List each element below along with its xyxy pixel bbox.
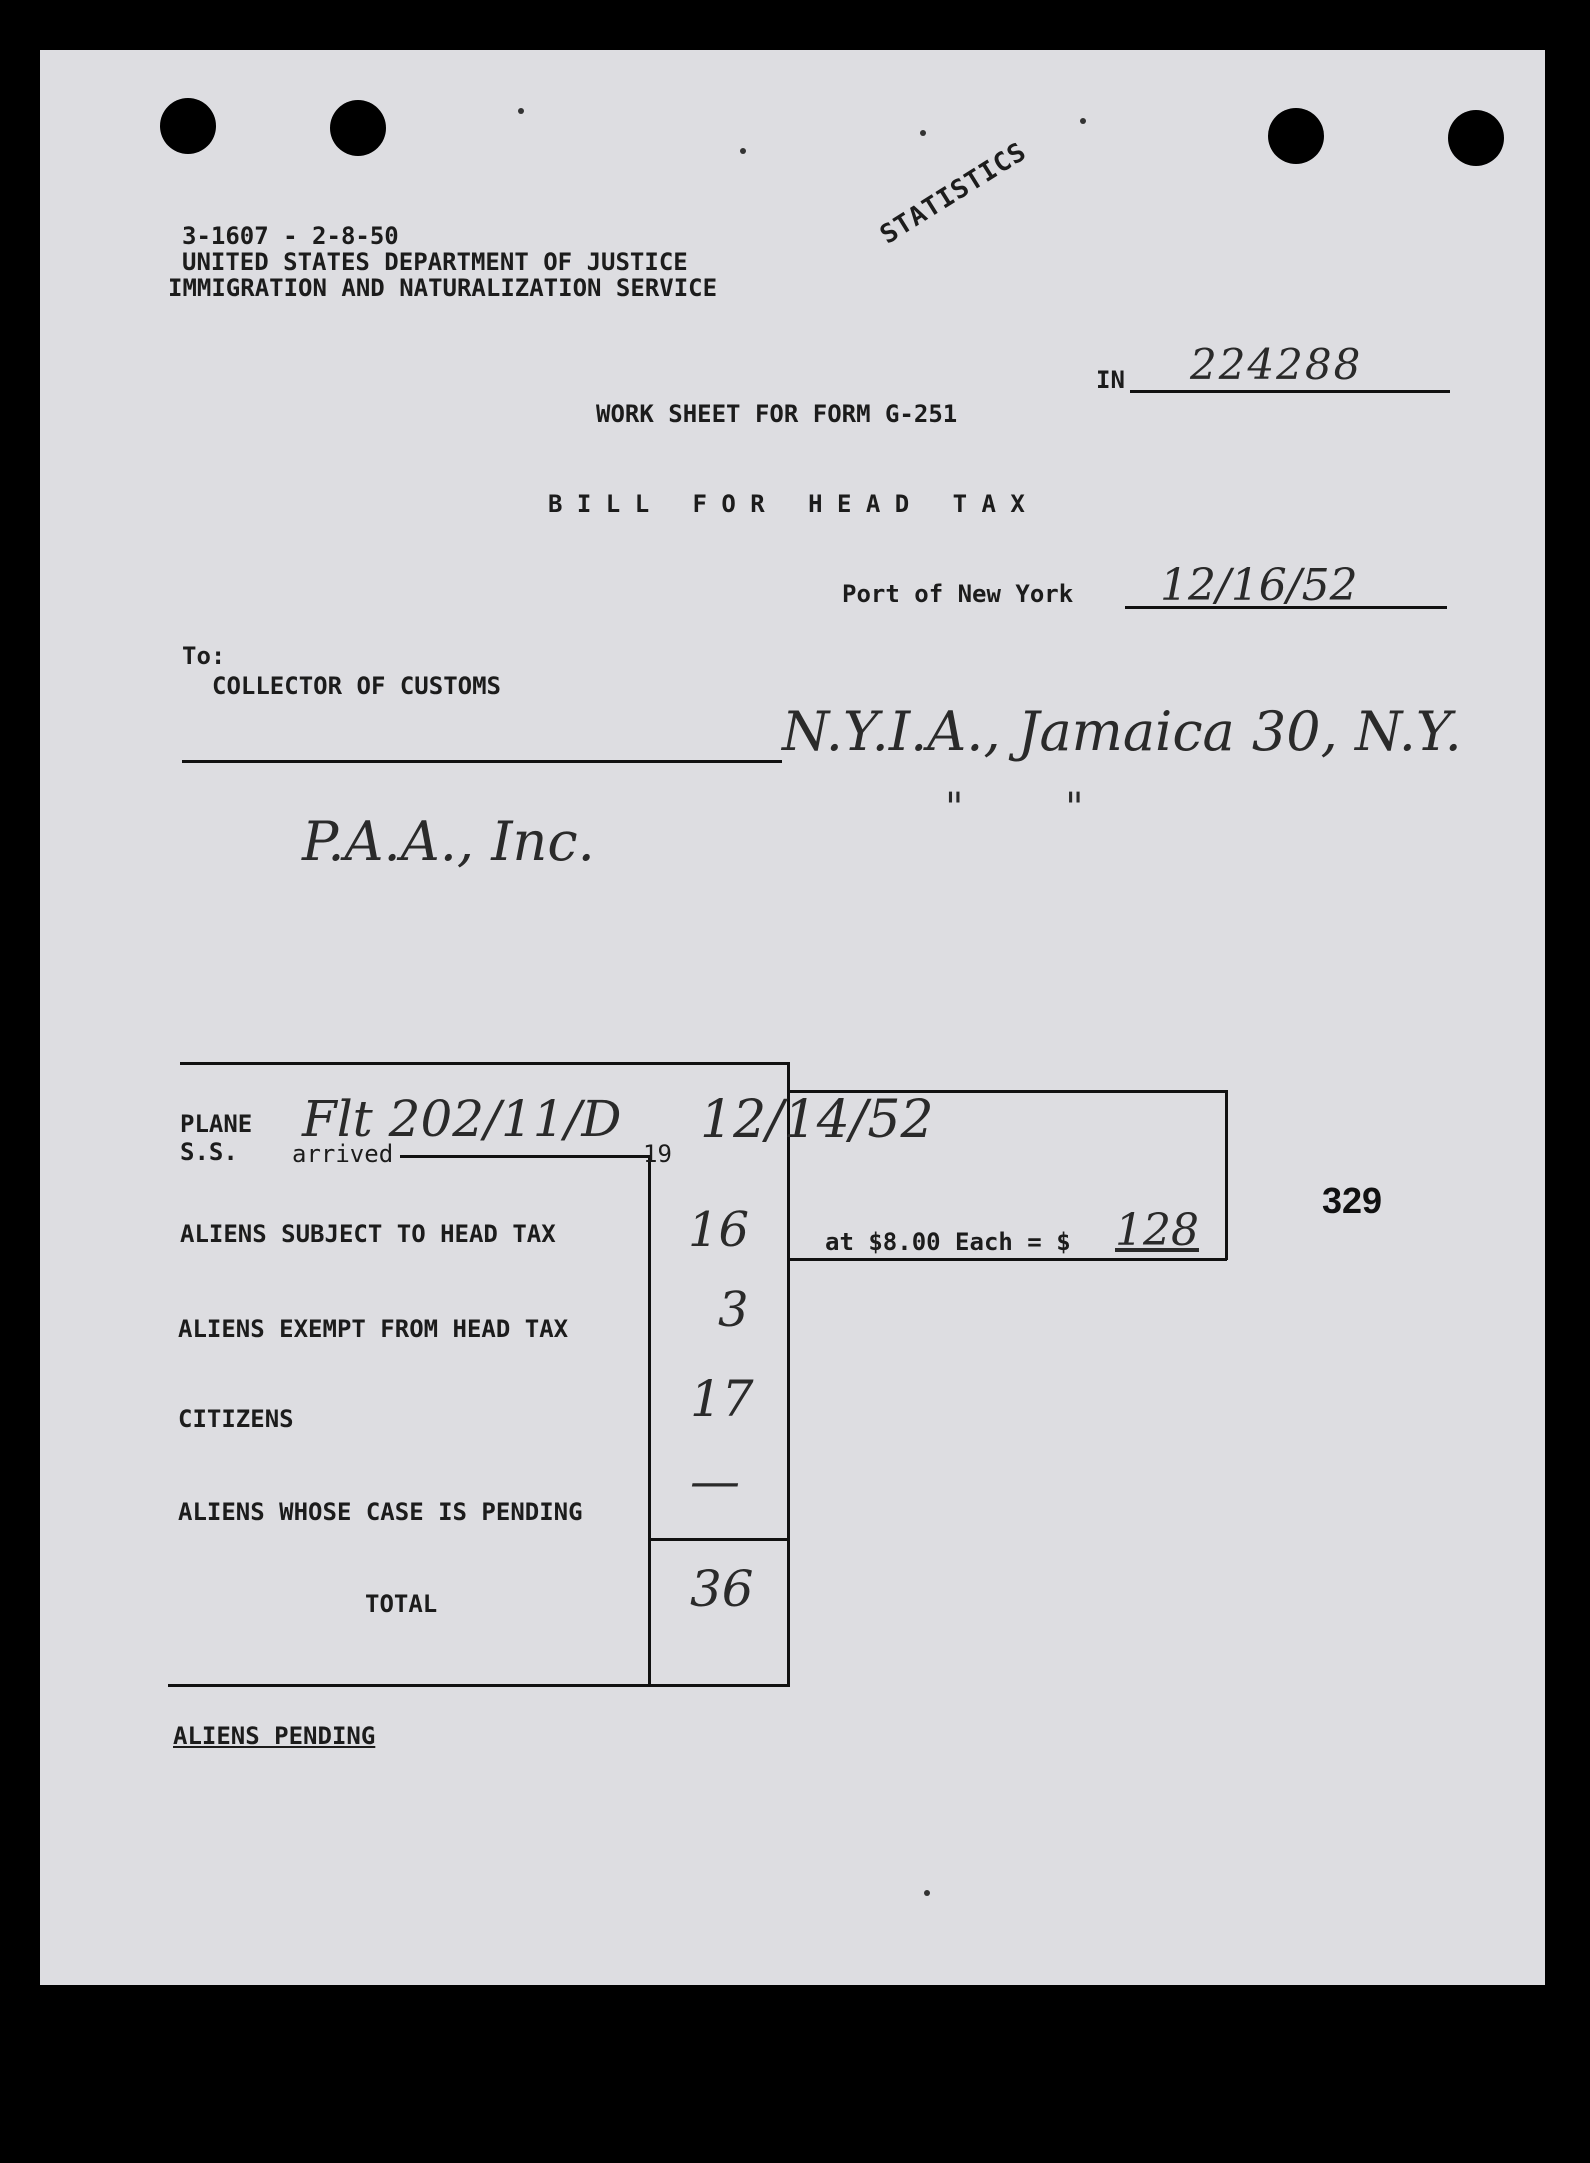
port-label: Port of New York: [842, 580, 1074, 608]
arrived-underline: [400, 1155, 650, 1158]
handwritten-company: P.A.A., Inc.: [302, 810, 595, 873]
row-label-exempt: ALIENS EXEMPT FROM HEAD TAX: [178, 1315, 569, 1343]
punch-hole: [160, 98, 216, 154]
punch-hole: [330, 100, 386, 156]
in-label: IN: [1096, 366, 1125, 394]
worksheet-title: WORK SHEET FOR FORM G-251: [596, 400, 958, 428]
port-date: 12/16/52: [1160, 560, 1358, 611]
total-value: 36: [690, 1560, 754, 1618]
row-label-citizens: CITIZENS: [178, 1405, 294, 1433]
row-label-subject: ALIENS SUBJECT TO HEAD TAX: [180, 1220, 556, 1248]
service-name: IMMIGRATION AND NATURALIZATION SERVICE: [168, 274, 718, 302]
collector-underline: [182, 760, 782, 763]
in-underline: [1130, 390, 1450, 393]
head-tax-amount: 128: [1115, 1205, 1199, 1256]
year-prefix: 19: [643, 1140, 672, 1168]
row-label-pending: ALIENS WHOSE CASE IS PENDING: [178, 1498, 583, 1526]
form-code: 3-1607 - 2-8-50: [182, 222, 399, 250]
ss-label: S.S.: [180, 1138, 238, 1166]
bill-title: B I L L F O R H E A D T A X: [548, 490, 1025, 518]
document-sheet: [40, 50, 1545, 1985]
table-bottom-rule: [168, 1684, 790, 1687]
handwritten-location: N.Y.I.A., Jamaica 30, N.Y.: [782, 700, 1462, 763]
rate-box-right: [1225, 1090, 1228, 1260]
speck: [518, 108, 524, 114]
batch-number: 329: [1322, 1180, 1383, 1221]
row-value-subject: 16: [688, 1202, 750, 1258]
arrival-date: 12/14/52: [700, 1090, 934, 1150]
department-name: UNITED STATES DEPARTMENT OF JUSTICE: [182, 248, 688, 276]
table-top-rule: [180, 1062, 790, 1065]
count-column-left: [648, 1155, 651, 1687]
row-value-pending: —: [690, 1452, 740, 1510]
table-right-rule: [787, 1062, 790, 1687]
plane-label: PLANE: [180, 1110, 253, 1138]
speck: [924, 1890, 930, 1896]
punch-hole: [1448, 110, 1504, 166]
speck: [920, 130, 926, 136]
statistics-stamp: STATISTICS: [875, 136, 1033, 251]
rate-box-bottom: [787, 1258, 1227, 1261]
punch-hole: [1268, 108, 1324, 164]
speck: [740, 148, 746, 154]
in-number-value: 224288: [1190, 340, 1363, 389]
flight-number: Flt 202/11/D: [302, 1090, 622, 1148]
row-value-exempt: 3: [718, 1282, 749, 1338]
handwritten-ditto: " ": [945, 785, 1084, 831]
arrived-label: arrived: [292, 1140, 394, 1168]
aliens-pending-label: ALIENS PENDING: [173, 1722, 376, 1750]
collector-label: COLLECTOR OF CUSTOMS: [212, 672, 501, 700]
row-value-citizens: 17: [690, 1370, 754, 1428]
speck: [1080, 118, 1086, 124]
total-label: TOTAL: [365, 1590, 438, 1618]
rate-text: at $8.00 Each = $: [825, 1228, 1071, 1256]
to-label: To:: [182, 642, 226, 670]
total-separator: [648, 1538, 790, 1541]
